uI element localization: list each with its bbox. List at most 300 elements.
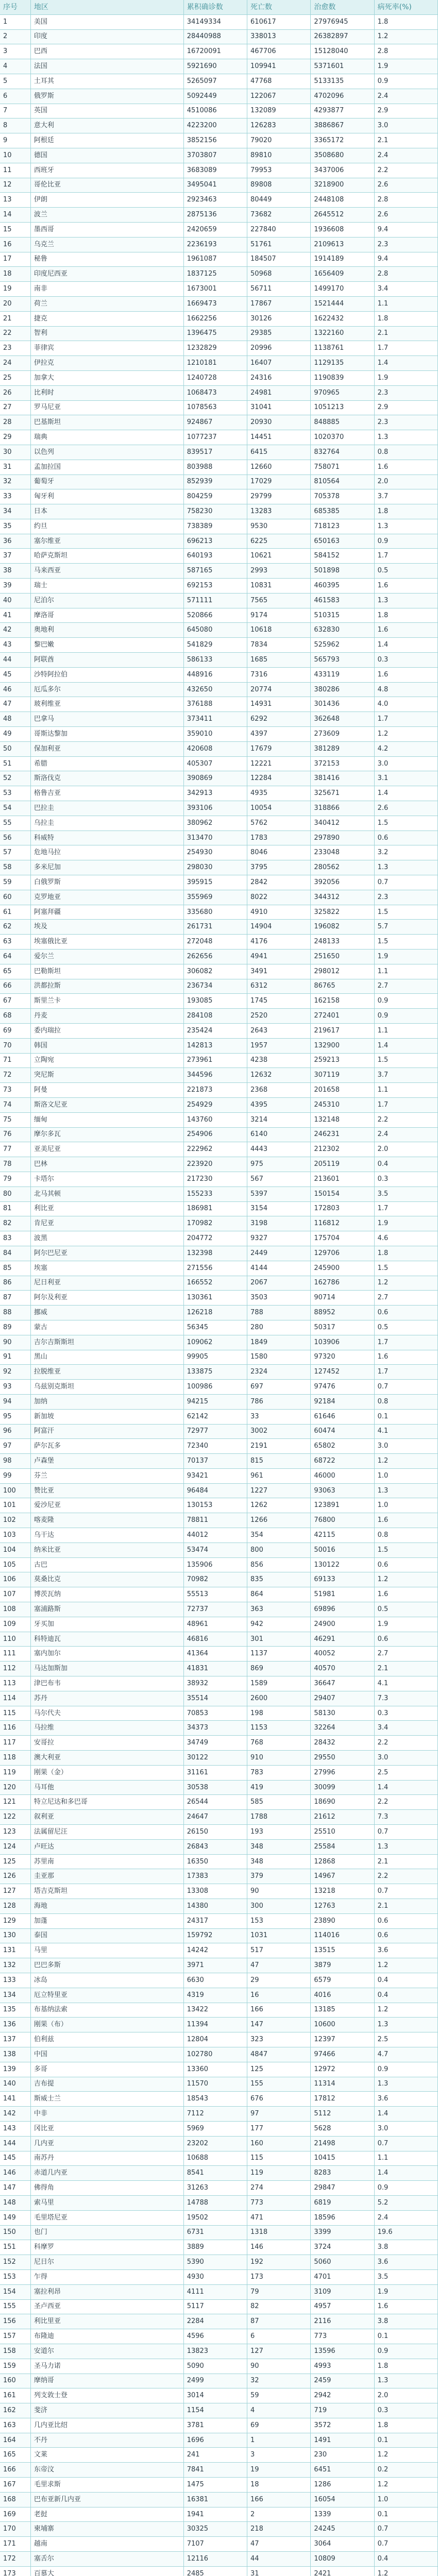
cell-confirmed: 135906: [183, 1557, 247, 1572]
cell-confirmed: 70137: [183, 1454, 247, 1469]
cell-recovered: 718123: [311, 519, 374, 534]
cell-recovered: 5628: [311, 2121, 374, 2136]
table-row: [0, 311, 438, 326]
cell-confirmed: 3852156: [183, 133, 247, 148]
table-row: [0, 178, 438, 193]
table-row: [0, 2032, 438, 2047]
cell-region: 阿富汗: [30, 1424, 183, 1439]
table-row: [0, 2240, 438, 2255]
cell-region: 爱沙尼亚: [30, 1498, 183, 1513]
table-row: [0, 1468, 438, 1483]
cell-deaths: 122067: [247, 89, 311, 104]
cell-index: 158: [0, 2344, 30, 2359]
cell-index: 101: [0, 1498, 30, 1513]
cell-recovered: 212302: [311, 1142, 374, 1157]
cell-recovered: 245310: [311, 1097, 374, 1112]
cell-region: 加纳: [30, 1394, 183, 1409]
cell-region: 哥伦比亚: [30, 178, 183, 193]
cell-fatality-rate: 2.2: [374, 1869, 437, 1884]
cell-recovered: 4957: [311, 2299, 374, 2314]
cell-recovered: 381289: [311, 741, 374, 756]
cell-confirmed: 12804: [183, 2032, 247, 2047]
cell-recovered: 88952: [311, 1306, 374, 1320]
cell-fatality-rate: 1.0: [374, 2492, 437, 2507]
cell-confirmed: 28440988: [183, 29, 247, 44]
table-row: [0, 1483, 438, 1498]
cell-region: 摩纳哥: [30, 2374, 183, 2388]
cell-deaths: 2449: [247, 1246, 311, 1261]
cell-region: 摩尔多瓦: [30, 1127, 183, 1142]
cell-recovered: 970965: [311, 385, 374, 400]
cell-index: 34: [0, 504, 30, 519]
table-row: [0, 2478, 438, 2493]
table-row: [0, 1112, 438, 1127]
cell-deaths: 173: [247, 2269, 311, 2284]
cell-region: 东帝汶: [30, 2463, 183, 2478]
cell-recovered: 16054: [311, 2492, 374, 2507]
cell-recovered: 14967: [311, 1869, 374, 1884]
cell-region: 老挝: [30, 2507, 183, 2522]
cell-fatality-rate: 2.4: [374, 2210, 437, 2225]
cell-region: 列支敦士登: [30, 2388, 183, 2403]
cell-region: 白俄罗斯: [30, 875, 183, 890]
cell-confirmed: 16381: [183, 2492, 247, 2507]
cell-region: 玻利维亚: [30, 697, 183, 712]
table-row: [0, 1928, 438, 1943]
cell-deaths: 12632: [247, 1068, 311, 1083]
cell-region: 乌克兰: [30, 237, 183, 252]
cell-region: 保加利亚: [30, 741, 183, 756]
cell-index: 79: [0, 1172, 30, 1187]
cell-index: 150: [0, 2225, 30, 2240]
cell-recovered: 298012: [311, 964, 374, 979]
cell-confirmed: 8541: [183, 2166, 247, 2181]
cell-fatality-rate: 1.0: [374, 1498, 437, 1513]
cell-confirmed: 46816: [183, 1632, 247, 1647]
cell-deaths: 800: [247, 1543, 311, 1557]
table-row: [0, 2062, 438, 2077]
cell-region: 瑞典: [30, 430, 183, 445]
table-row: [0, 1973, 438, 1988]
cell-confirmed: 38932: [183, 1676, 247, 1691]
cell-confirmed: 1673001: [183, 282, 247, 297]
cell-region: 毛里求斯: [30, 2478, 183, 2493]
cell-fatality-rate: 1.6: [374, 1587, 437, 1602]
cell-index: 49: [0, 727, 30, 742]
cell-confirmed: 390869: [183, 771, 247, 786]
cell-recovered: 2116: [311, 2314, 374, 2329]
cell-index: 61: [0, 905, 30, 920]
cell-recovered: 76800: [311, 1513, 374, 1528]
cell-region: 也门: [30, 2225, 183, 2240]
cell-deaths: 6140: [247, 1127, 311, 1142]
cell-index: 162: [0, 2403, 30, 2418]
cell-recovered: 1138761: [311, 341, 374, 356]
cell-recovered: 525962: [311, 638, 374, 653]
cell-region: 尼泊尔: [30, 593, 183, 608]
cell-confirmed: 405307: [183, 756, 247, 771]
cell-confirmed: 1396475: [183, 326, 247, 341]
cell-confirmed: 48961: [183, 1617, 247, 1632]
cell-deaths: 471: [247, 2210, 311, 2225]
cell-recovered: 273609: [311, 727, 374, 742]
cell-confirmed: 41364: [183, 1647, 247, 1662]
cell-recovered: 1491: [311, 2433, 374, 2448]
cell-recovered: 1322160: [311, 326, 374, 341]
cell-deaths: 363: [247, 1602, 311, 1617]
table-row: [0, 1632, 438, 1647]
cell-region: 利比亚: [30, 1201, 183, 1216]
cell-region: 赞比亚: [30, 1483, 183, 1498]
cell-region: 挪威: [30, 1306, 183, 1320]
cell-index: 55: [0, 816, 30, 831]
cell-deaths: 227840: [247, 222, 311, 237]
cell-recovered: 3109: [311, 2284, 374, 2299]
cell-deaths: 6312: [247, 979, 311, 994]
table-row: [0, 74, 438, 89]
cell-region: 黑山: [30, 1350, 183, 1365]
cell-region: 黎巴嫩: [30, 638, 183, 653]
cell-deaths: 32: [247, 2374, 311, 2388]
cell-fatality-rate: 1.3: [374, 860, 437, 875]
cell-recovered: 12972: [311, 2062, 374, 2077]
cell-recovered: 245900: [311, 1261, 374, 1276]
cell-confirmed: 4111: [183, 2284, 247, 2299]
cell-confirmed: 62142: [183, 1409, 247, 1424]
cell-confirmed: 2485: [183, 2566, 247, 2576]
cell-confirmed: 14242: [183, 1943, 247, 1958]
cell-region: 特立尼达和多巴哥: [30, 1795, 183, 1810]
cell-confirmed: 342913: [183, 786, 247, 801]
cell-deaths: 2842: [247, 875, 311, 890]
cell-recovered: 248133: [311, 935, 374, 950]
cell-fatality-rate: 1.7: [374, 341, 437, 356]
cell-fatality-rate: 0.8: [374, 1394, 437, 1409]
cell-index: 166: [0, 2463, 30, 2478]
cell-index: 68: [0, 1009, 30, 1024]
cell-deaths: 10621: [247, 549, 311, 564]
cell-recovered: 12868: [311, 1854, 374, 1869]
cell-deaths: 4144: [247, 1261, 311, 1276]
cell-confirmed: 236734: [183, 979, 247, 994]
cell-recovered: 205119: [311, 1157, 374, 1172]
cell-index: 30: [0, 445, 30, 460]
cell-index: 149: [0, 2210, 30, 2225]
cell-region: 加蓬: [30, 1913, 183, 1928]
cell-index: 3: [0, 44, 30, 59]
cell-recovered: 1129135: [311, 356, 374, 371]
cell-index: 73: [0, 1083, 30, 1098]
cell-recovered: 4702096: [311, 89, 374, 104]
cell-recovered: 26382897: [311, 29, 374, 44]
table-row: [0, 905, 438, 920]
cell-fatality-rate: 1.4: [374, 638, 437, 653]
cell-index: 138: [0, 2047, 30, 2062]
cell-recovered: 175704: [311, 1231, 374, 1246]
table-row: [0, 2537, 438, 2552]
cell-region: 科特迪瓦: [30, 1632, 183, 1647]
cell-fatality-rate: 2.3: [374, 890, 437, 905]
cell-confirmed: 1068473: [183, 385, 247, 400]
cell-region: 刚果（金）: [30, 1765, 183, 1780]
table-row: [0, 519, 438, 534]
cell-index: 113: [0, 1676, 30, 1691]
cell-recovered: 12763: [311, 1899, 374, 1914]
table-row: [0, 148, 438, 163]
cell-region: 百慕大: [30, 2566, 183, 2576]
table-row: [0, 1795, 438, 1810]
table-row: [0, 1721, 438, 1736]
cell-recovered: 8283: [311, 2166, 374, 2181]
cell-recovered: 201658: [311, 1083, 374, 1098]
cell-recovered: 58130: [311, 1706, 374, 1721]
cell-region: 土耳其: [30, 74, 183, 89]
cell-region: 萨尔瓦多: [30, 1439, 183, 1454]
cell-confirmed: 26150: [183, 1825, 247, 1840]
cell-index: 89: [0, 1320, 30, 1335]
table-row: [0, 1988, 438, 2003]
cell-index: 62: [0, 920, 30, 935]
cell-region: 牙买加: [30, 1617, 183, 1632]
header-deaths: 死亡数: [247, 0, 311, 14]
cell-region: 海地: [30, 1899, 183, 1914]
cell-index: 118: [0, 1751, 30, 1766]
table-row: [0, 1009, 438, 1024]
cell-confirmed: 1077237: [183, 430, 247, 445]
cell-index: 111: [0, 1647, 30, 1662]
cell-fatality-rate: 3.2: [374, 845, 437, 860]
cell-recovered: 69896: [311, 1602, 374, 1617]
cell-confirmed: 586133: [183, 653, 247, 668]
cell-region: 立陶宛: [30, 1053, 183, 1068]
cell-deaths: 4176: [247, 935, 311, 950]
cell-index: 106: [0, 1572, 30, 1587]
cell-deaths: 155: [247, 2077, 311, 2092]
cell-fatality-rate: 0.6: [374, 1632, 437, 1647]
cell-region: 佛得角: [30, 2181, 183, 2196]
cell-region: 中非: [30, 2107, 183, 2122]
cell-confirmed: 1240728: [183, 370, 247, 385]
cell-index: 66: [0, 979, 30, 994]
cell-deaths: 126283: [247, 118, 311, 133]
cell-recovered: 4016: [311, 1988, 374, 2003]
cell-index: 25: [0, 370, 30, 385]
cell-region: 安哥拉: [30, 1736, 183, 1751]
table-row: [0, 2566, 438, 2576]
cell-recovered: 86765: [311, 979, 374, 994]
cell-region: 丹麦: [30, 1009, 183, 1024]
cell-confirmed: 373411: [183, 712, 247, 727]
cell-fatality-rate: 1.8: [374, 608, 437, 623]
cell-recovered: 2645512: [311, 208, 374, 223]
table-row: [0, 727, 438, 742]
cell-confirmed: 222962: [183, 1142, 247, 1157]
table-row: [0, 638, 438, 653]
table-row: [0, 1572, 438, 1587]
table-row: [0, 801, 438, 816]
cell-fatality-rate: 1.4: [374, 1780, 437, 1795]
cell-region: 喀麦隆: [30, 1513, 183, 1528]
cell-region: 比利时: [30, 385, 183, 400]
cell-fatality-rate: 1.6: [374, 2299, 437, 2314]
cell-fatality-rate: 1.3: [374, 2018, 437, 2032]
table-row: [0, 1201, 438, 1216]
cell-index: 12: [0, 178, 30, 193]
cell-deaths: 198: [247, 1706, 311, 1721]
table-row: [0, 2492, 438, 2507]
cell-confirmed: 645080: [183, 623, 247, 638]
cell-confirmed: 587165: [183, 564, 247, 579]
cell-fatality-rate: 0.6: [374, 831, 437, 845]
cell-confirmed: 254929: [183, 1097, 247, 1112]
cell-confirmed: 738389: [183, 519, 247, 534]
cell-index: 83: [0, 1231, 30, 1246]
table-row: [0, 2344, 438, 2359]
cell-deaths: 1788: [247, 1810, 311, 1825]
cell-deaths: 184507: [247, 252, 311, 267]
cell-index: 122: [0, 1810, 30, 1825]
cell-index: 90: [0, 1335, 30, 1350]
cell-region: 葡萄牙: [30, 474, 183, 489]
cell-index: 93: [0, 1380, 30, 1395]
cell-region: 马尔代夫: [30, 1706, 183, 1721]
cell-fatality-rate: 0.1: [374, 2433, 437, 2448]
cell-index: 41: [0, 608, 30, 623]
table-row: [0, 2225, 438, 2240]
table-row: [0, 59, 438, 74]
cell-region: 委内瑞拉: [30, 1023, 183, 1038]
cell-confirmed: 24647: [183, 1810, 247, 1825]
cell-recovered: 29550: [311, 1751, 374, 1766]
cell-confirmed: 56345: [183, 1320, 247, 1335]
cell-index: 97: [0, 1439, 30, 1454]
cell-deaths: 8022: [247, 890, 311, 905]
cell-recovered: 219617: [311, 1023, 374, 1038]
cell-index: 144: [0, 2136, 30, 2151]
cell-index: 119: [0, 1765, 30, 1780]
cell-deaths: 3154: [247, 1201, 311, 1216]
cell-recovered: 3724: [311, 2240, 374, 2255]
cell-recovered: 372153: [311, 756, 374, 771]
table-row: [0, 2433, 438, 2448]
cell-fatality-rate: 5.7: [374, 920, 437, 935]
cell-fatality-rate: 3.1: [374, 771, 437, 786]
cell-deaths: 79020: [247, 133, 311, 148]
cell-index: 168: [0, 2492, 30, 2507]
cell-index: 69: [0, 1023, 30, 1038]
cell-confirmed: 395915: [183, 875, 247, 890]
cell-deaths: 975: [247, 1157, 311, 1172]
cell-recovered: 1914189: [311, 252, 374, 267]
table-row: [0, 1083, 438, 1098]
cell-confirmed: 72340: [183, 1439, 247, 1454]
cell-recovered: 325671: [311, 786, 374, 801]
cell-confirmed: 924867: [183, 415, 247, 430]
table-row: [0, 193, 438, 208]
table-row: [0, 2255, 438, 2270]
cell-confirmed: 126218: [183, 1306, 247, 1320]
cell-index: 29: [0, 430, 30, 445]
cell-confirmed: 2875136: [183, 208, 247, 223]
cell-confirmed: 3495041: [183, 178, 247, 193]
cell-region: 布隆迪: [30, 2329, 183, 2344]
cell-index: 42: [0, 623, 30, 638]
cell-confirmed: 18543: [183, 2092, 247, 2107]
cell-deaths: 942: [247, 1617, 311, 1632]
cell-region: 斐济: [30, 2403, 183, 2418]
cell-recovered: 3064: [311, 2537, 374, 2552]
cell-recovered: 3879: [311, 1958, 374, 1973]
cell-confirmed: 11570: [183, 2077, 247, 2092]
cell-fatality-rate: 2.5: [374, 2032, 437, 2047]
cell-index: 47: [0, 697, 30, 712]
cell-region: 莫桑比克: [30, 1572, 183, 1587]
cell-confirmed: 170982: [183, 1216, 247, 1231]
cell-recovered: 18596: [311, 2210, 374, 2225]
cell-fatality-rate: 1.2: [374, 2003, 437, 2018]
cell-fatality-rate: 0.5: [374, 564, 437, 579]
cell-region: 洪都拉斯: [30, 979, 183, 994]
cell-deaths: 3214: [247, 1112, 311, 1127]
cell-index: 67: [0, 994, 30, 1009]
cell-region: 英国: [30, 104, 183, 118]
cell-recovered: 5060: [311, 2255, 374, 2270]
cell-recovered: 4293877: [311, 104, 374, 118]
cell-region: 埃及: [30, 920, 183, 935]
cell-confirmed: 5921690: [183, 59, 247, 74]
table-row: [0, 593, 438, 608]
cell-fatality-rate: 4.1: [374, 1676, 437, 1691]
table-row: [0, 1261, 438, 1276]
cell-confirmed: 94215: [183, 1394, 247, 1409]
cell-confirmed: 1669473: [183, 296, 247, 311]
cell-region: 奥地利: [30, 623, 183, 638]
cell-region: 吉布提: [30, 2077, 183, 2092]
cell-index: 57: [0, 845, 30, 860]
cell-recovered: 97466: [311, 2047, 374, 2062]
cell-deaths: 300: [247, 1899, 311, 1914]
cell-deaths: 29385: [247, 326, 311, 341]
cell-deaths: 50968: [247, 267, 311, 282]
cell-fatality-rate: 2.1: [374, 1899, 437, 1914]
cell-deaths: 786: [247, 1394, 311, 1409]
table-row: [0, 890, 438, 905]
cell-deaths: 6292: [247, 712, 311, 727]
cell-deaths: 3198: [247, 1216, 311, 1231]
cell-region: 柬埔寨: [30, 2522, 183, 2537]
cell-index: 114: [0, 1691, 30, 1706]
cell-index: 116: [0, 1721, 30, 1736]
cell-index: 121: [0, 1795, 30, 1810]
table-row: [0, 1231, 438, 1246]
cell-confirmed: 99905: [183, 1350, 247, 1365]
cell-region: 巴西: [30, 44, 183, 59]
cell-confirmed: 696213: [183, 534, 247, 549]
cell-region: 孟加拉国: [30, 460, 183, 474]
cell-fatality-rate: 1.9: [374, 59, 437, 74]
cell-confirmed: 852939: [183, 474, 247, 489]
cell-index: 53: [0, 786, 30, 801]
cell-recovered: 1656409: [311, 267, 374, 282]
cell-confirmed: 16350: [183, 1854, 247, 1869]
table-row: [0, 2463, 438, 2478]
cell-recovered: 51981: [311, 1587, 374, 1602]
cell-region: 巴布亚新几内亚: [30, 2492, 183, 2507]
cell-region: 马耳他: [30, 1780, 183, 1795]
cell-region: 伊朗: [30, 193, 183, 208]
cell-fatality-rate: 1.5: [374, 816, 437, 831]
cell-index: 105: [0, 1557, 30, 1572]
